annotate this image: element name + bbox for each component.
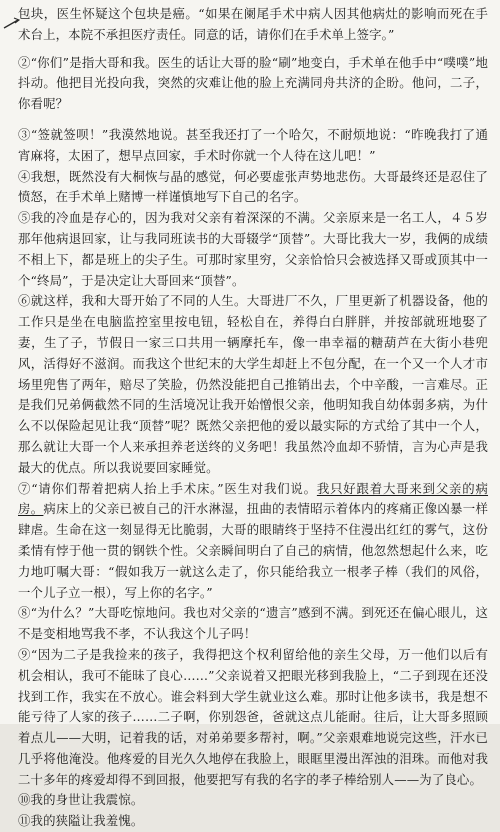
paragraph-7-lead: ⑦“请你们帮着把病人抬上手术床。”医生对我们说。 [18, 480, 317, 496]
paragraph-5: ⑤我的冷血是存心的，因为我对父亲有着深深的不满。父亲原来是一名工人，４５岁那年他病退回家，让与我同班读书的大哥辍学“顶替”。大哥比我大一岁，我俩的成绩不相上下，都是班上的尖子生。可那时家里穷，父亲恰恰只会被选择又哥或顶其中一个“终局”，于是决定让大哥回来“顶替”。 [18, 210, 488, 288]
paragraph-2: ②“你们”是指大哥和我。医生的话让大哥的脸“刷”地变白，手术单在他手中“噗噗”地抖动。他把目光投向我，突然的灾难让他的脸上充满同舟共济的企盼。他问，二子，你看呢？ [18, 54, 488, 112]
paragraph-4: ④我想，既然没有大桐恢与晶的感觉，何必要虚张声势地悲伤。大哥最终还是忍住了愤怒，在手术单上赌博一样谨慎地写下自己的名字。 [18, 168, 488, 205]
paragraph-7-rest: 病床上的父亲已被自己的汗水淋湿，扭曲的表情昭示着体内的疼痛正像凶暴一样肆虐。生命在这一刻显得无比脆弱，大哥的眼睛终于坚持不住漫出红红的雾气，这份柔情有悖于他一贯的钢铁个性。父亲瞬间明白了自己的病情，他忽然想起什么来，吃力地叮嘱大哥：“假如我万一就这么走了，你只能给我立一根孝子棒（我们的风俗，一个儿子立一根），写上你的名字。” [18, 501, 488, 600]
paragraph-9: ⑨“因为二子是我捡来的孩子，我得把这个权利留给他的亲生父母，万一他们以后有机会相认，我可不能昧了良心……”父亲说着又把眼光移到我脸上，“二子到现在还没找到工作，我实在不放心。谁会料到大学生就业这么难。那时让他多读书，我是想不能亏待了人家的孩子……二子啊，你别怨爸，爸就这点儿能耐。往后，让大哥多照顾着点儿——大明，记着我的话，对弟弟要多帮衬，啊。”父亲艰难地说完这些，汗水已几乎将他淹没。他疼爱的目光久久地停在我脸上，眼眶里漫出浑浊的泪珠。而他对我二十多年的疼爱却得不到回报，他要把写有我的名字的孝子棒给别人——为了良心。 [18, 646, 488, 787]
paragraph-10: ⑩我的身世让我震惊。 [18, 792, 144, 808]
paragraph-11: ⑪我的狭隘让我羞愧。 [18, 813, 144, 829]
paragraph-7 [18, 479, 488, 604]
paragraph-1: 包块，医生怀疑这个包块是癌。“如果在阑尾手术中病人因其他病灶的影响而死在手术台上，本院不承担医疗责任。同意的话，请你们在手术单上签字。” [18, 6, 488, 42]
paragraph-6: ⑥就这样，我和大哥开始了不同的人生。大哥进厂不久，厂里更新了机器设备，他的工作只是坐在电脑监控室里按电钮，轻松自在，养得白白胖胖，并按部就班地娶了妻，生了子，节假日一家三口共用一辆摩托车，像一串幸福的糖葫芦在大街小巷兜风，活得好不滋润。而我这个世纪末的大学生却赶上不包分配，在一个又一个人才市场里兜售了两年，赔尽了笑脸，仍然没能把自己推销出去，个中辛酸，一言难尽。正是我们兄弟俩截然不同的生活境况让我开始憎恨父亲，他明知我自幼体弱多病，为什么不以保险起见让我“顶替”呢？既然父亲把他的爱以最实际的方式给了其中一个人，那么就让大哥一个人来承担养老送终的义务吧！我虽然冷血却不骄情，言为心声是我最大的优点。所以我说要回家睡觉。 [18, 293, 488, 475]
paragraph-3: ③“签就签呗！”我漠然地说。甚至我还打了一个哈欠，不耐烦地说：“昨晚我打了通宵麻将，太困了，想早点回家，手术时你就一个人待在这儿吧！” [18, 126, 488, 163]
pen-mark-icon [2, 14, 22, 32]
paragraph-7-underlined: 我只好跟着大哥来到父亲的病房。 [18, 480, 489, 517]
paragraph-8: ⑧“为什么？”大哥吃惊地问。我也对父亲的“遗言”感到不满。到死还在偏心眼儿，这不是变相地骂我不孝，不认我这个儿子吗！ [18, 605, 488, 642]
